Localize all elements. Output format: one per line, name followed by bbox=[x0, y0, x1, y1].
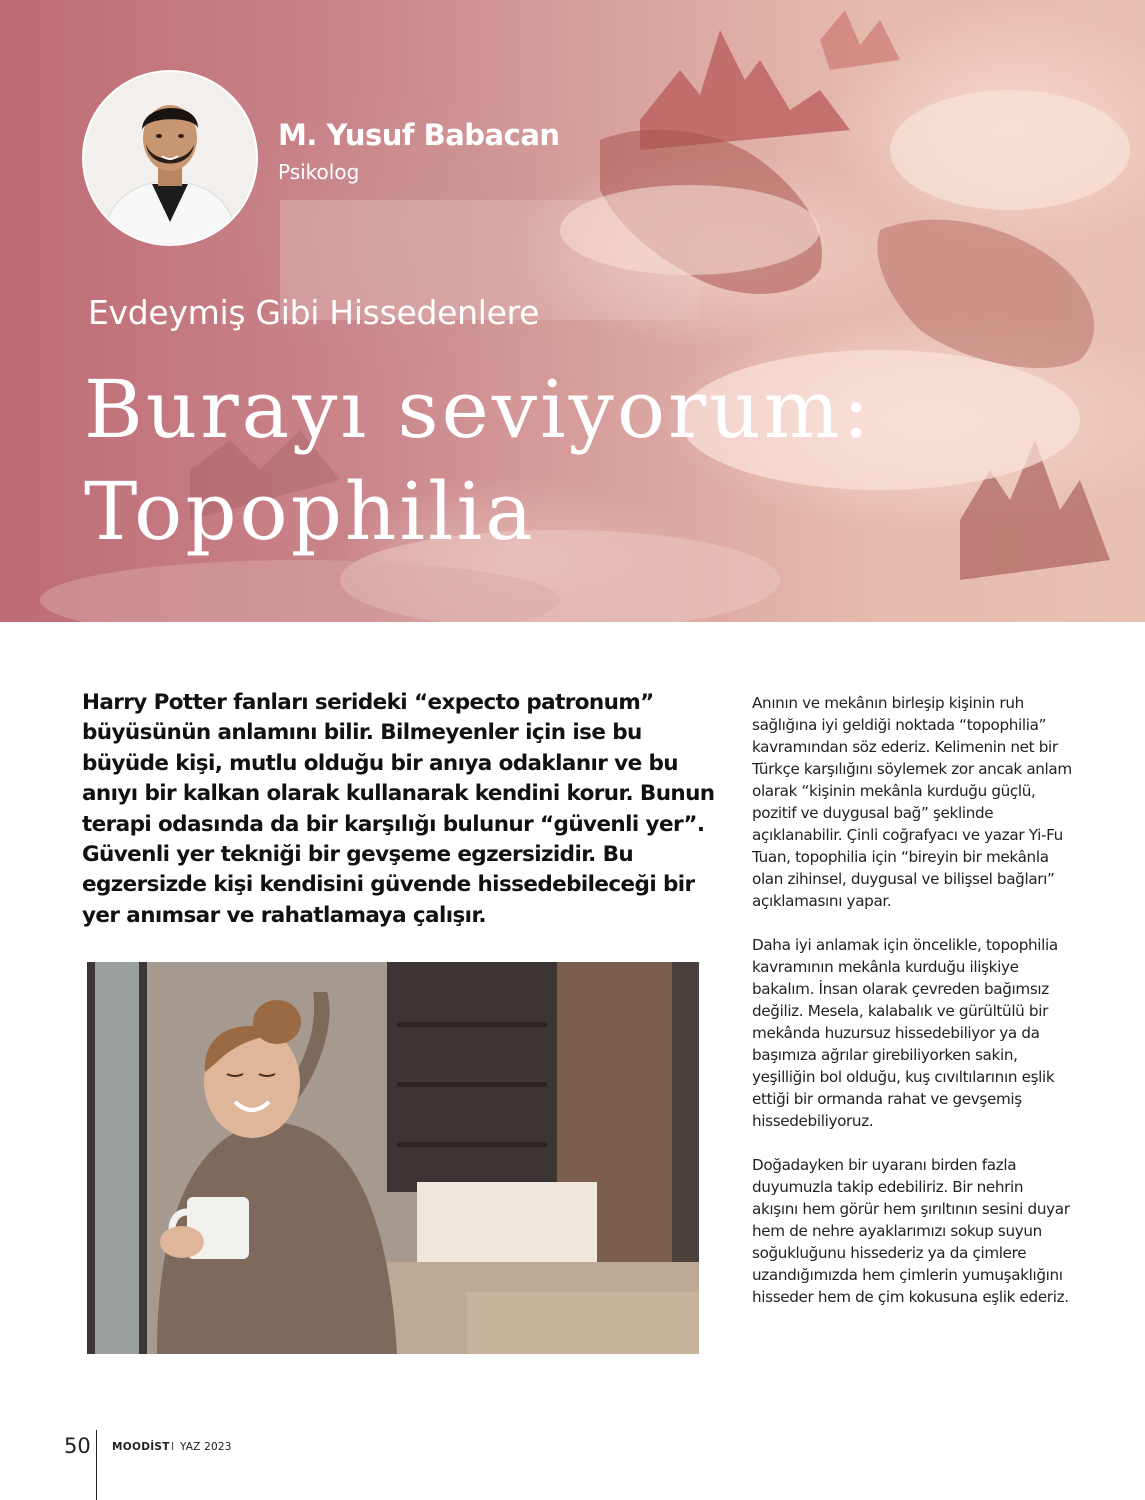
page-number: 50 bbox=[64, 1434, 91, 1458]
footer-divider bbox=[96, 1430, 97, 1500]
article-photo bbox=[87, 962, 699, 1354]
article-paragraph: Anının ve mekânın birleşip kişinin ruh sağlığına iyi geldiği noktada “topophilia” kavramından söz ederiz. Kelimenin net bir Türkçe karşılığını söylemek zor ancak anlam olarak “kişinin mekânla kurduğu güçlü, pozitif ve duygusal bağ” şeklinde açıklanabilir. Çinli coğrafyacı ve yazar Yi-Fu Tuan, topophilia için “bireyin bir mekânla olan zihinsel, duygusal ve bilişsel bağları” açıklamasını yapar. bbox=[752, 694, 1072, 910]
article-paragraph: Doğadayken bir uyaranı birden fazla duyumuzla takip edebiliriz. Bir nehrin akışını hem görür hem şırıltının sesini duyar hem de nehre ayaklarımızı sokup suyun soğukluğunu hissederiz ya da çimlere uzandığımızda hem çimlerin yumuşaklığını hisseder hem de çim kokusuna eşlik ederiz. bbox=[752, 1156, 1070, 1306]
article-kicker: Evdeymiş Gibi Hissedenlere bbox=[88, 293, 540, 332]
article-title-line-1: Burayı seviyorum: bbox=[84, 363, 873, 456]
author-photo bbox=[84, 72, 256, 244]
hero-banner bbox=[0, 0, 1145, 622]
article-lead: Harry Potter fanları serideki “expecto patronum” büyüsünün anlamını bilir. Bilmeyenler için ise bu büyüde kişi, mutlu olduğu bir anıya odaklanır ve bu anıyı bir kalkan olarak kullanarak kendini korur. Bunun terapi odasında da bir karşılığı bulunur “güvenli yer”. Güvenli yer tekniği bir gevşeme egzersizidir. Bu egzersizde kişi kendisini güvende hissedebileceği bir yer anımsar ve rahatlamaya çalışır. bbox=[82, 690, 715, 928]
woman-stretching-with-mug-illustration bbox=[87, 962, 699, 1354]
magazine-name: MOODİST bbox=[112, 1441, 170, 1453]
author-avatar bbox=[82, 70, 258, 246]
article-paragraph: Daha iyi anlamak için öncelikle, topophilia kavramının mekânla kurduğu ilişkiye bakalım. İnsan olarak çevreden bağımsız değiliz. Mesela, kalabalık ve gürültülü bir mekânda huzursuz hissedebiliyor ya da başımıza ağrılar girebiliyorken sakin, yeşilliğin bol olduğu, kuş cıvıltılarının eşlik ettiği bir ormanda rahat ve gevşemiş hissedebiliyoruz. bbox=[752, 936, 1058, 1130]
article-title-line-2: Topophilia bbox=[84, 465, 536, 558]
article-right-column bbox=[752, 692, 1072, 1330]
issue-label: YAZ 2023 bbox=[180, 1441, 232, 1453]
author-role: Psikolog bbox=[278, 160, 360, 184]
author-name: M. Yusuf Babacan bbox=[278, 118, 560, 152]
footer-separator: I bbox=[171, 1441, 175, 1453]
